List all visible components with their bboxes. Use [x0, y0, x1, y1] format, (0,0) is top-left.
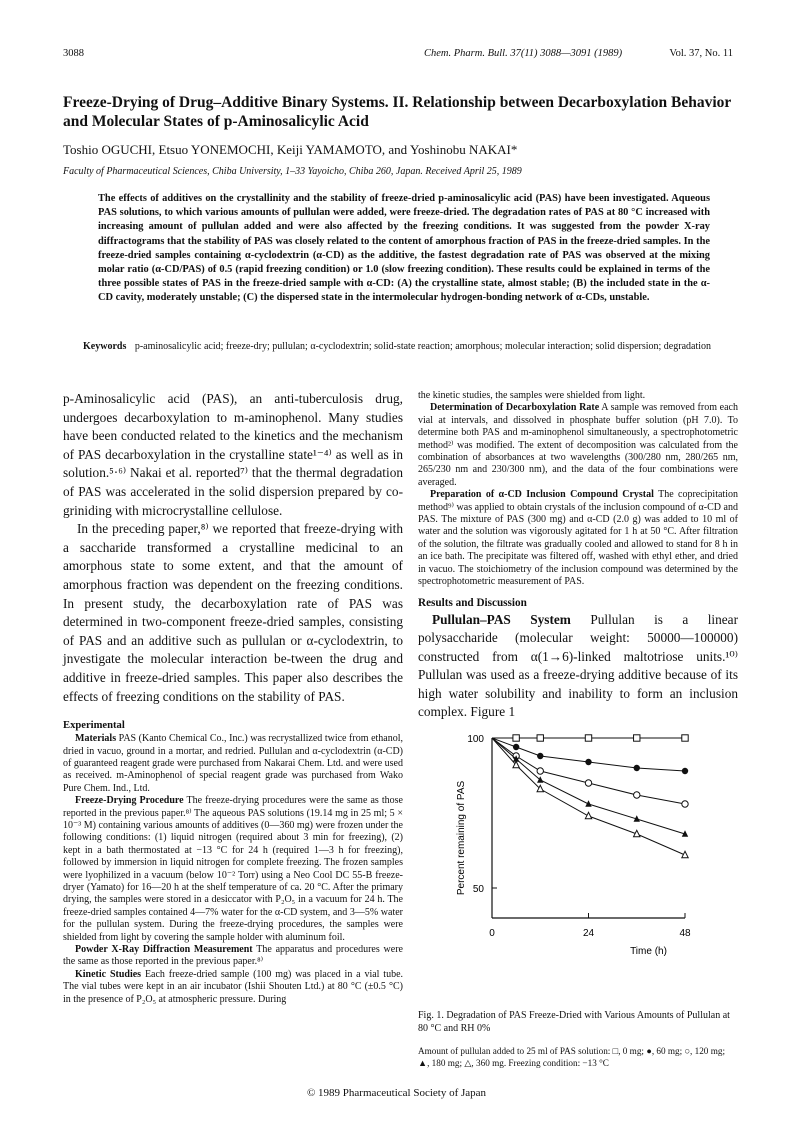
keywords-text: p-aminosalicylic acid; freeze-dry; pullulan; α-cyclodextrin; solid-state reaction; amorphous; molecular interaction; solid dispersion; degradation: [134, 341, 712, 352]
subsection-heading: Materials: [75, 733, 117, 745]
intro-paragraph: p-Aminosalicylic acid (PAS), an anti-tuberculosis drug, undergoes decarboxylation to m-aminophenol. Many studies have been conducted related to the kinetics and the mechanism of PAS decarboxylation in the crystalline state¹⁻⁴⁾ as well as in solution.⁵·⁶⁾ Nakai et al. reported⁷⁾ that the thermal degradation of PAS was accelerated in the solid dispersion prepared by co-griniding with microcrystalline cellulose.: [63, 391, 403, 518]
freeze-drying-text: The freeze-drying procedures were the same as those reported in the previous paper.⁸⁾ The aqueous PAS solutions (19.14 mg in 25 ml; 5 × 10⁻³ M) containing various amounts of additives (0—360 mg) were frozen under the following conditions: (1) liquid nitrogen (required about 3 min for freezing), (2) kept in a bath thermostated at −13 °C for 24 h (required 1—3 h for freezing), followed by immersion in liquid nitrogen for complete freezing. The frozen samples were lyophilized in a vacuum (below 10⁻² Torr) using a Neo Cool DC 55-B freeze-dryer (Yamato) for 16—20 h at the shelf temperature of ca. 20 °C. After the primary drying, the samples were stored in a desiccator with P₂O₅ in a vacuum for 24 h. The freeze-dried samples contained 4—7% water for the α-CD system, and 3—5% water for the pullulan system. During the freeze-drying procedures, the samples were shielded from light by covering the sample holder with aluminum foil.: [63, 795, 403, 943]
affiliation: Faculty of Pharmaceutical Sciences, Chiba University, 1–33 Yayoicho, Chiba 260, Japan. Received April 25, 1989: [63, 166, 522, 177]
x-tick-label: 48: [679, 928, 691, 939]
data-point-circle-open: [634, 792, 640, 798]
data-point-square: [537, 735, 543, 741]
data-point-square: [585, 735, 591, 741]
continued-text: the kinetic studies, the samples were shielded from light.: [418, 390, 646, 401]
data-point-square: [634, 735, 640, 741]
y-axis-label: Percent remaining of PAS: [456, 780, 467, 896]
data-point-triangle-open: [585, 812, 591, 818]
data-point-circle-filled: [537, 753, 543, 759]
figure-note: Amount of pullulan added to 25 ml of PAS solution: □, 0 mg; ●, 60 mg; ○, 120 mg; ▲, 180 mg; △, 360 mg. Freezing condition: −13 °C: [418, 1046, 725, 1068]
paper-title: Freeze-Drying of Drug–Additive Binary Systems. II. Relationship between Decarboxylation Behavior and Molecular States of p-Aminosalicylic Acid: [63, 94, 732, 130]
data-point-circle-filled: [682, 768, 688, 774]
x-tick-label: 0: [489, 928, 495, 939]
series-line: [492, 738, 685, 771]
data-point-circle-open: [682, 801, 688, 807]
figure-1-chart: [430, 730, 730, 960]
series-line: [492, 738, 685, 804]
data-point-square: [513, 735, 519, 741]
data-point-circle-filled: [513, 744, 519, 750]
data-point-square: [682, 735, 688, 741]
data-point-circle-open: [585, 780, 591, 786]
figure-caption: Fig. 1. Degradation of PAS Freeze-Dried with Various Amounts of Pullulan at 80 °C and RH 0%: [418, 1010, 730, 1034]
data-point-circle-open: [537, 768, 543, 774]
subsection-heading: Kinetic Studies: [75, 968, 142, 980]
author-list: Toshio OGUCHI, Etsuo YONEMOCHI, Keiji YAMAMOTO, and Yoshinobu NAKAI*: [63, 142, 518, 157]
subsection-heading: Preparation of α-CD Inclusion Compound Crystal: [430, 489, 654, 501]
kinetic-text: Each freeze-dried sample (100 mg) was placed in a vial tube. The vial tubes were kept in an air incubator (Ishii Shouten Ltd.) at 80 °C (±0.5 °C) in the presence of P₂O₅ at atmospheric pressure. During: [63, 968, 404, 1005]
section-heading-results: Results and Discussion: [418, 596, 527, 609]
pullulan-text: Pullulan is a linear polysaccharide (molecular weight: 50000—100000) constructed from α(1→6)-linked maltotriose units.¹⁰⁾ Pullulan was used as a freeze-drying additive because of its high water solubility and inability to form an inclusion complex. Figure 1: [418, 611, 738, 720]
left-column: [63, 390, 403, 1006]
xrd-text: The apparatus and procedures were the same as those reported in the previous paper.⁸⁾: [63, 944, 403, 968]
preparation-text: The coprecipitation method⁹⁾ was applied to obtain crystals of the inclusion compound of α-CD and PAS. The mixture of PAS (300 mg) and α-CD (2.0 g) was added to 10 ml of water and the solution was vigorously agitated for 1 h at 50 °C. After filtration of the solution, the filtrate was gradually cooled and allowed to stand for 8 h in an ice bath. The precipitate was filtered off, washed with ethyl ether, and dried in vacuo. The stoichiometry of the inclusion compound was determined by the spectrophotometric measurement of PAS.: [418, 489, 738, 588]
intro-paragraph: In the preceding paper,⁸⁾ we reported that freeze-drying with a saccharide transformed a crystalline medicinal to an amorphous state to some extent, and that the amount of amorphous fraction was dependent on the freezing conditions. In present study, the decarboxylation rate of PAS was determined in two-component freeze-dried samples, consisting of PAS and an additive such as pullulan or α-cyclodextrin, to jnvestigate the molecular interaction be-tween the drug and additive in freeze-dried samples. This paper also describes the effects of freezing conditions on the stability of PAS.: [63, 521, 403, 704]
right-column: [418, 390, 738, 722]
abstract: The effects of additives on the crystallinity and the stability of freeze-dried p-aminosalicylic acid (PAS) have been investigated. Aqueous PAS solutions, to which various amounts of pullulan were added, were freeze-dried. The degradation rates of PAS at 80 °C increased with increasing amount of pullulan added and were also affected by the freezing conditions. It was suggested from the powder X-ray diffractograms that the stability of PAS was closely related to the content of amorphous fraction of PAS in the freeze-dried samples. In the freeze-dried samples containing α-cyclodextrin (α-CD) as the additive, the fastest degradation rate of PAS was observed at the mixing molar ratio (α-CD/PAS) of 0.5 (rapid freezing condition) or 1.0 (slow freezing condition). These results could be explained in terms of the three possible states of PAS in the freeze-dried sample with α-CD: (A) the crystalline state, almost stable; (B) the included state in the α-CD cavity, moderately unstable; (C) the dispersed state in the intermolecular hydrogen-bonding network of α-CDs, unstable.: [98, 193, 710, 304]
page-number: 3088: [63, 48, 84, 59]
series-line: [492, 738, 685, 855]
copyright-footer: © 1989 Pharmaceutical Society of Japan: [306, 1087, 487, 1099]
y-tick-label: 50: [472, 884, 484, 895]
y-tick-label: 100: [467, 734, 484, 745]
keywords: [63, 340, 731, 353]
data-point-triangle-filled: [585, 800, 591, 806]
subsection-heading: Pullulan–PAS System: [432, 611, 571, 627]
x-axis-label: Time (h): [630, 946, 667, 957]
volume-info: Vol. 37, No. 11: [669, 48, 733, 59]
subsection-heading: Powder X-Ray Diffraction Measurement: [75, 944, 253, 955]
data-point-circle-filled: [634, 765, 640, 771]
materials-text: PAS (Kanto Chemical Co., Inc.) was recrystallized twice from ethanol, dried in vacuo, ground in a mortar, and redried. Pullulan and α-cyclodextrin (α-CD) of guaranteed reagent grade were purchased from Nakarai Chem. Ltd. and were used as received. m-Aminophenol of special reagent grade was purchased from Wako Pure Chem. Ind., Ltd.: [63, 733, 403, 794]
section-heading-experimental: Experimental: [63, 720, 125, 732]
x-tick-label: 24: [582, 928, 595, 939]
keywords-label: Keywords: [83, 341, 127, 352]
subsection-heading: Determination of Decarboxylation Rate: [430, 402, 600, 414]
data-point-circle-filled: [585, 759, 591, 765]
subsection-heading: Freeze-Drying Procedure: [75, 795, 184, 807]
decarboxylation-text: A sample was removed from each vial at intervals, and dissolved in phosphate buffer solution (pH 7.0). To determine both PAS and m-aminophenol simultaneously, a spectrophotometric method²⁾ was modified. The extent of decomposition was calculated from the combination of absorbances at two wavelengths (300/280 nm, 280/265 nm, 265/230 nm and 230/300 nm), and the data of the four combinations were averaged.: [418, 402, 738, 488]
journal-citation: Chem. Pharm. Bull. 37(11) 3088—3091 (1989): [424, 48, 623, 59]
data-point-triangle-filled: [537, 776, 543, 782]
